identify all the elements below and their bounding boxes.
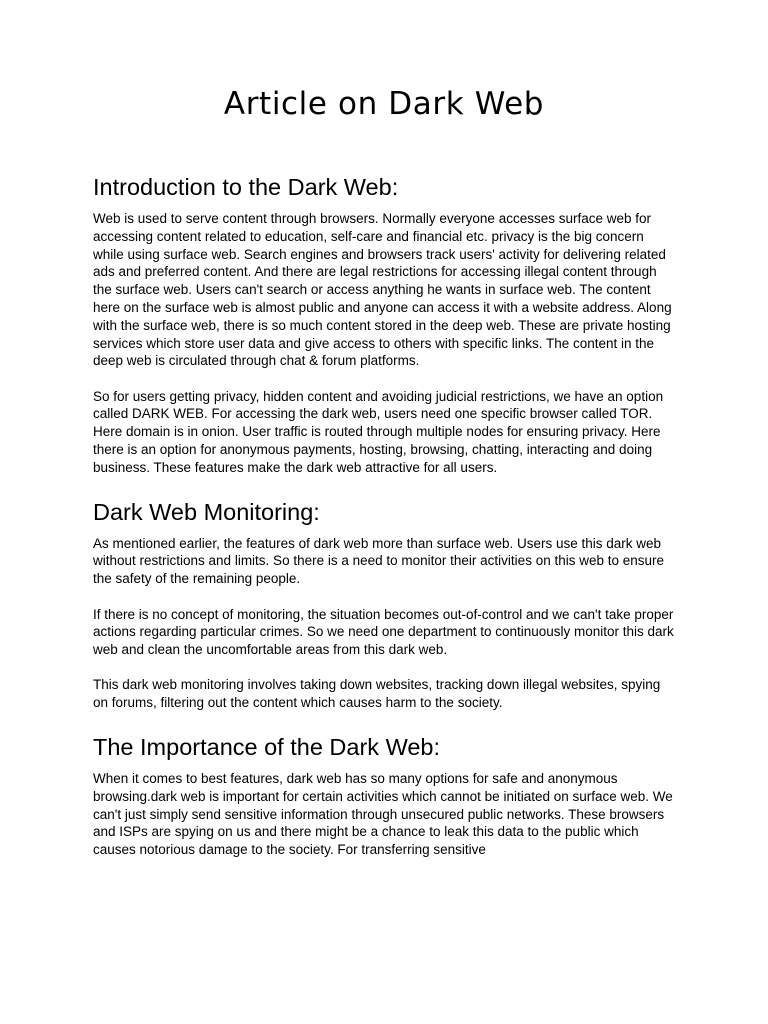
document-body bbox=[93, 170, 677, 877]
section-heading-dark-web-monitoring: Dark Web Monitoring: bbox=[93, 498, 320, 525]
section-importance bbox=[93, 730, 677, 859]
paragraph: This dark web monitoring involves taking down websites, tracking down illegal websites, spying on forums, filtering out the content which causes harm to the society. bbox=[93, 677, 661, 711]
paragraph: Web is used to serve content through browsers. Normally everyone accesses surface web for accessing content related to education, self-care and financial etc. privacy is the big concern while using surface web. Search engines and browsers track users' activity for delivering related ads and preferred content. And there are legal restrictions for accessing illegal content through the surface web. Users can't search or access anything he wants in surface web. The content here on the surface web is almost public and anyone can access it with a website address. Along with the surface web, there is so much content stored in the deep web. These are private hosting services which store user data and give access to others with specific links. The content in the deep web is circulated through chat & forum platforms. bbox=[93, 211, 672, 369]
paragraph: When it comes to best features, dark web has so many options for safe and anonymous browsing.dark web is important for certain activities which cannot be initiated on surface web. We can't just simply send sensitive information through unsecured public networks. These browsers and ISPs are spying on us and there might be a chance to leak this data to the public which causes notorious damage to the society. For transferring sensitive bbox=[93, 771, 673, 858]
document-title: Article on Dark Web bbox=[223, 86, 545, 122]
paragraph: As mentioned earlier, the features of dark web more than surface web. Users use this dark web without restrictions and limits. So there is a need to monitor their activities on this web to ensure the safety of the remaining people. bbox=[93, 535, 665, 587]
paragraph: So for users getting privacy, hidden content and avoiding judicial restrictions, we have an option called DARK WEB. For accessing the dark web, users need one specific browser called TOR. Here domain is in onion. User traffic is routed through multiple nodes for ensuring privacy. Here there is an option for anonymous payments, hosting, browsing, chatting, interacting and doing business. These features make the dark web attractive for all users. bbox=[93, 388, 664, 475]
section-heading-importance: The Importance of the Dark Web: bbox=[93, 734, 441, 761]
section-heading-introduction: Introduction to the Dark Web: bbox=[93, 174, 399, 200]
section-introduction bbox=[93, 170, 677, 477]
paragraph: If there is no concept of monitoring, the situation becomes out-of-control and we can't take proper actions regarding particular crimes. So we need one department to continuously monitor this dark web and clean the uncomfortable areas from this dark web. bbox=[93, 606, 674, 658]
section-dark-web-monitoring bbox=[93, 495, 677, 712]
